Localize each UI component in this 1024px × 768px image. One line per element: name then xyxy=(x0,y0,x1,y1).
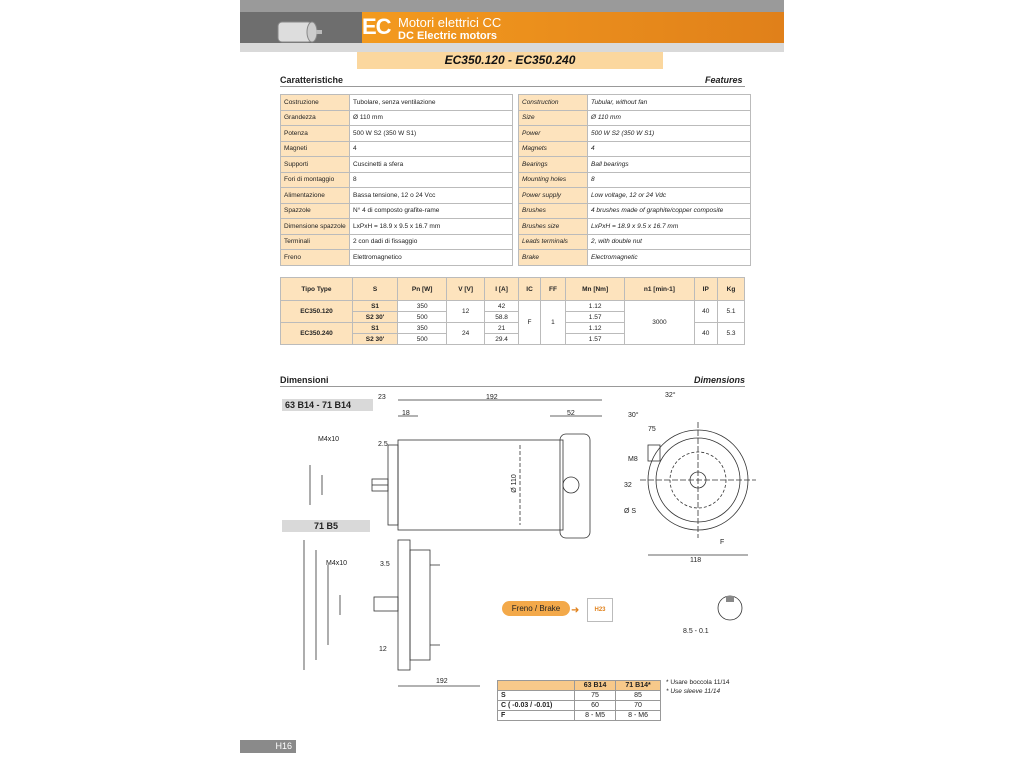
feature-key: Mounting holes xyxy=(519,172,588,188)
model-title: EC350.120 - EC350.240 xyxy=(357,52,663,69)
feature-key: Brushes xyxy=(519,203,588,219)
dim-table-cell: 60 xyxy=(575,701,616,711)
dim-8-5: 8.5 - 0.1 xyxy=(683,628,709,635)
feature-row xyxy=(281,110,513,126)
hdr-ff: FF xyxy=(541,278,566,301)
mn-cell: 1.57 xyxy=(565,312,624,323)
pn-cell: 350 xyxy=(398,323,447,334)
hdr-kg: Kg xyxy=(717,278,744,301)
feature-row xyxy=(519,95,751,111)
mn-cell: 1.12 xyxy=(565,323,624,334)
feature-value: Tubolare, senza ventilazione xyxy=(350,95,513,111)
dimensions-table xyxy=(497,680,661,721)
i-cell: 21 xyxy=(485,323,519,334)
dim-110: Ø 110 xyxy=(510,474,518,493)
hdr-s: S xyxy=(352,278,397,301)
feature-value: Ø 110 mm xyxy=(588,110,751,126)
s-cell: S1 xyxy=(352,301,397,312)
feature-row xyxy=(519,188,751,204)
feature-key: Bearings xyxy=(519,157,588,173)
feature-row xyxy=(519,157,751,173)
dim-75: 75 xyxy=(648,426,656,433)
feature-row xyxy=(519,110,751,126)
feature-value: 8 xyxy=(588,172,751,188)
feature-key: Dimensione spazzole xyxy=(281,219,350,235)
motor-thumbnail-icon xyxy=(272,14,324,48)
s-cell: S1 xyxy=(352,323,397,334)
feature-row xyxy=(281,188,513,204)
kg-cell: 5.3 xyxy=(717,323,744,345)
feature-value: Low voltage, 12 or 24 Vdc xyxy=(588,188,751,204)
dim-table-cell: 70 xyxy=(616,701,661,711)
hdr-ic: IC xyxy=(519,278,541,301)
hdr-pn: Pn [W] xyxy=(398,278,447,301)
feature-key: Spazzole xyxy=(281,203,350,219)
header-title-it: Motori elettrici CC xyxy=(398,15,502,30)
feature-key: Power xyxy=(519,126,588,142)
dim-table-key: F xyxy=(498,711,575,721)
feature-row xyxy=(281,203,513,219)
v-cell: 12 xyxy=(447,301,485,323)
dim-m4x10-b5: M4x10 xyxy=(326,560,348,567)
feature-row xyxy=(519,141,751,157)
n1-cell: 3000 xyxy=(625,301,694,345)
hdr-ip: IP xyxy=(694,278,717,301)
feature-row xyxy=(281,219,513,235)
dim-m8: M8 xyxy=(628,456,638,463)
feature-key: Brushes size xyxy=(519,219,588,235)
i-cell: 29.4 xyxy=(485,334,519,345)
ip-cell: 40 xyxy=(694,323,717,345)
feature-row xyxy=(519,172,751,188)
model-cell: EC350.240 xyxy=(281,323,353,345)
dim-30-angle: 30° xyxy=(628,412,639,419)
dim-12: 12 xyxy=(379,646,387,653)
series-code: EC xyxy=(362,14,391,39)
motor-end-drawing xyxy=(620,400,770,570)
pn-cell: 350 xyxy=(398,301,447,312)
feature-key: Brake xyxy=(519,250,588,266)
feature-value: N° 4 di composto grafite-rame xyxy=(350,203,513,219)
feature-value: Electromagnetic xyxy=(588,250,751,266)
dim-192: 192 xyxy=(486,394,498,401)
dim-table-cell: 85 xyxy=(616,691,661,701)
dim-table-head: 63 B14 xyxy=(575,681,616,691)
features-table-it xyxy=(280,94,513,266)
i-cell: 58.8 xyxy=(485,312,519,323)
feature-row xyxy=(281,157,513,173)
v-cell: 24 xyxy=(447,323,485,345)
dim-table-cell: 75 xyxy=(575,691,616,701)
feature-value: Tubular, without fan xyxy=(588,95,751,111)
feature-value: 4 xyxy=(588,141,751,157)
mn-cell: 1.12 xyxy=(565,301,624,312)
mn-cell: 1.57 xyxy=(565,334,624,345)
feature-row xyxy=(281,95,513,111)
brake-badge[interactable]: Freno / Brake xyxy=(502,601,570,616)
dim-f: F xyxy=(720,539,725,546)
feature-row xyxy=(281,141,513,157)
dim-52: 52 xyxy=(567,410,575,417)
feature-value: Ø 110 mm xyxy=(350,110,513,126)
dim-32-angle: 32° xyxy=(665,392,676,399)
view1-label: 63 B14 - 71 B14 xyxy=(282,399,373,411)
feature-key: Supporti xyxy=(281,157,350,173)
feature-key: Terminali xyxy=(281,234,350,250)
dim-table-key: C ( -0.03 / -0.01) xyxy=(498,701,575,711)
feature-value: 4 brushes made of graphite/copper composite xyxy=(588,203,751,219)
feature-key: Magnets xyxy=(519,141,588,157)
feature-key: Grandezza xyxy=(281,110,350,126)
s-cell: S2 30' xyxy=(352,312,397,323)
dim-192-b5: 192 xyxy=(436,678,448,685)
sleeve-note-en: * Use sleeve 11/14 xyxy=(666,688,721,695)
page-number: H16 xyxy=(240,740,296,753)
feature-key: Magneti xyxy=(281,141,350,157)
ff-cell: 1 xyxy=(541,301,566,345)
features-title-it: Caratteristiche xyxy=(280,75,344,85)
pn-cell: 500 xyxy=(398,312,447,323)
feature-value: Cuscinetti a sfera xyxy=(350,157,513,173)
features-table-en xyxy=(518,94,751,266)
feature-key: Leads terminals xyxy=(519,234,588,250)
view2-label: 71 B5 xyxy=(282,520,370,532)
feature-row xyxy=(519,250,751,266)
spec-table xyxy=(280,277,745,345)
feature-row xyxy=(281,172,513,188)
feature-key: Power supply xyxy=(519,188,588,204)
feature-value: 500 W S2 (350 W S1) xyxy=(350,126,513,142)
feature-value: 2 con dadi di fissaggio xyxy=(350,234,513,250)
dim-18: 18 xyxy=(402,410,410,417)
dim-2-5: 2.5 xyxy=(378,441,388,448)
dim-m4x10: M4x10 xyxy=(318,436,340,443)
feature-key: Construction xyxy=(519,95,588,111)
kg-cell: 5.1 xyxy=(717,301,744,323)
dim-table-head xyxy=(498,681,575,691)
feature-row xyxy=(281,250,513,266)
feature-row xyxy=(519,126,751,142)
dimensions-rule xyxy=(280,386,745,387)
feature-key: Costruzione xyxy=(281,95,350,111)
dimensions-title-it: Dimensioni xyxy=(280,375,329,385)
dim-table-cell: 8 - M6 xyxy=(616,711,661,721)
feature-key: Alimentazione xyxy=(281,188,350,204)
features-rule xyxy=(280,86,745,87)
feature-row xyxy=(519,203,751,219)
feature-row xyxy=(519,234,751,250)
hdr-mn: Mn [Nm] xyxy=(565,278,624,301)
header-title-en: DC Electric motors xyxy=(398,30,498,42)
feature-value: 8 xyxy=(350,172,513,188)
feature-value: Ball bearings xyxy=(588,157,751,173)
brake-ref-page[interactable]: H23 xyxy=(587,598,613,622)
feature-value: 500 W S2 (350 W S1) xyxy=(588,126,751,142)
feature-value: 2, with double nut xyxy=(588,234,751,250)
dim-23: 23 xyxy=(378,394,386,401)
dimensions-title-en: Dimensions xyxy=(694,375,746,385)
feature-value: LxPxH = 18.9 x 9.5 x 16.7 mm xyxy=(350,219,513,235)
feature-value: LxPxH = 18.9 x 9.5 x 16.7 mm xyxy=(588,219,751,235)
s-cell: S2 30' xyxy=(352,334,397,345)
dim-32: 32 xyxy=(624,482,632,489)
feature-key: Fori di montaggio xyxy=(281,172,350,188)
hdr-n1: n1 [min-1] xyxy=(625,278,694,301)
feature-value: Bassa tensione, 12 o 24 Vcc xyxy=(350,188,513,204)
motor-side-drawing xyxy=(280,390,620,690)
dim-table-cell: 8 - M5 xyxy=(575,711,616,721)
features-title-en: Features xyxy=(705,75,743,85)
feature-key: Potenza xyxy=(281,126,350,142)
dim-3-5: 3.5 xyxy=(380,561,390,568)
sleeve-note-it: * Usare boccola 11/14 xyxy=(666,679,730,686)
hdr-i: I [A] xyxy=(485,278,519,301)
dim-table-head: 71 B14* xyxy=(616,681,661,691)
dim-118: 118 xyxy=(690,557,702,564)
ic-cell: F xyxy=(519,301,541,345)
feature-key: Freno xyxy=(281,250,350,266)
feature-value: 4 xyxy=(350,141,513,157)
arrow-right-icon: ➜ xyxy=(571,605,580,616)
pn-cell: 500 xyxy=(398,334,447,345)
header-top-strip xyxy=(240,0,784,12)
dim-s: Ø S xyxy=(624,508,637,515)
key-detail-drawing xyxy=(690,590,750,630)
dim-table-key: S xyxy=(498,691,575,701)
feature-row xyxy=(519,219,751,235)
feature-row xyxy=(281,126,513,142)
feature-value: Elettromagnetico xyxy=(350,250,513,266)
model-cell: EC350.120 xyxy=(281,301,353,323)
feature-key: Size xyxy=(519,110,588,126)
hdr-v: V [V] xyxy=(447,278,485,301)
feature-row xyxy=(281,234,513,250)
ip-cell: 40 xyxy=(694,301,717,323)
i-cell: 42 xyxy=(485,301,519,312)
hdr-type: Tipo Type xyxy=(281,278,353,301)
